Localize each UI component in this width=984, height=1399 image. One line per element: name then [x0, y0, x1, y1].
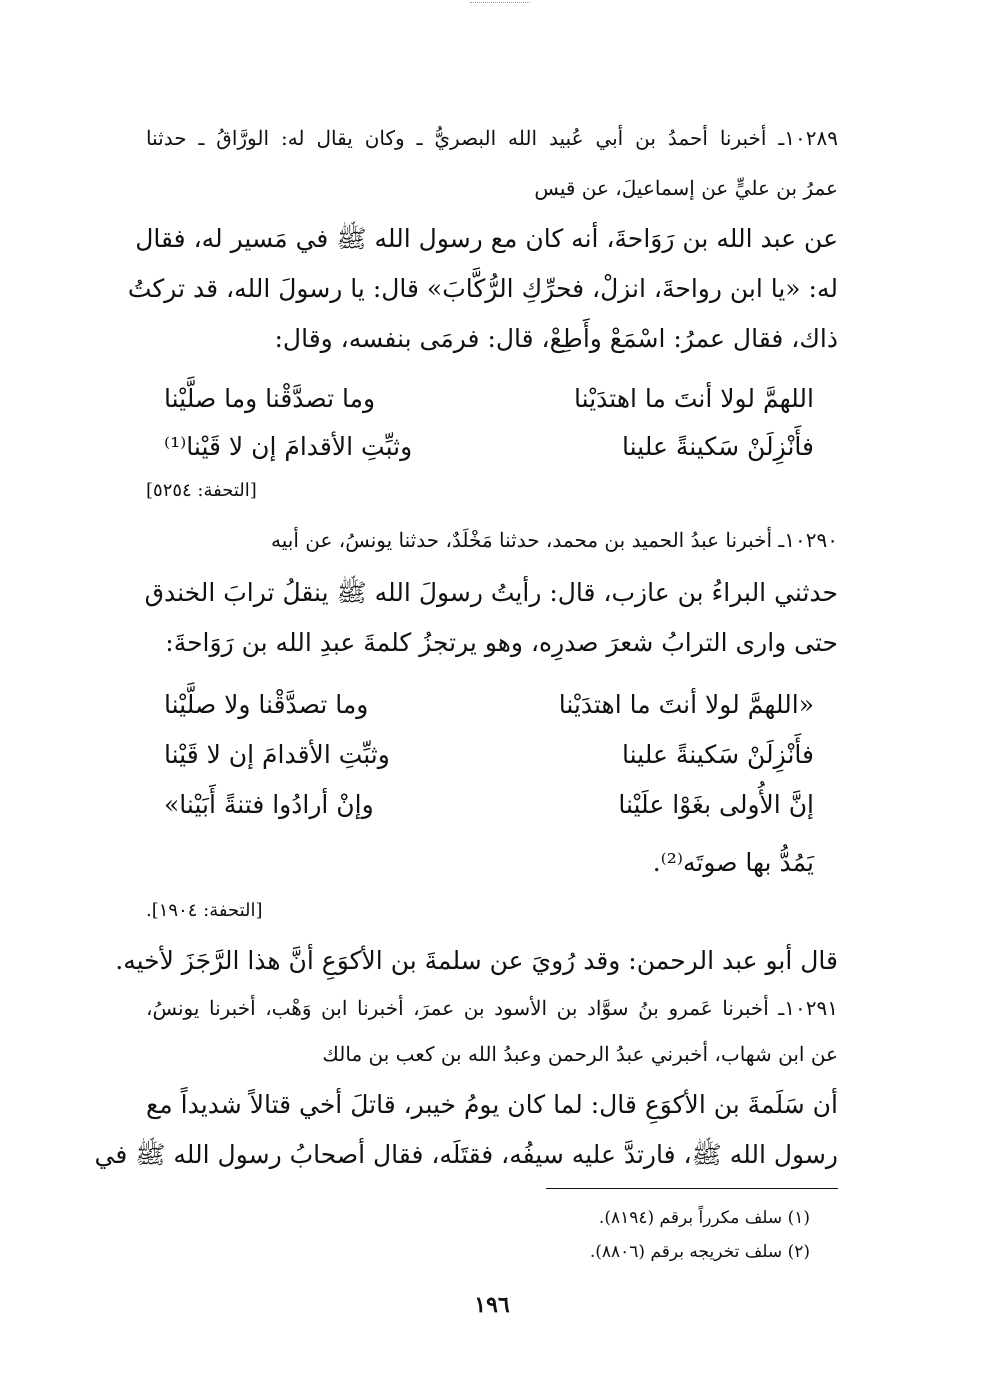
verse-1b-left: وثبِّتِ الأقدامَ إن لا قَيْنا⁽¹⁾: [164, 432, 413, 461]
verse-2a-right: «اللهمَّ لولا أنتَ ما اهتدَيْنا: [558, 690, 814, 719]
verse-1a-left: وما تصدَّقْنا وما صلَّيْنا: [164, 384, 376, 413]
hadith-10289-chain-line-1: ١٠٢٨٩ـ أخبرنا أحمدُ بن أبي عُبيد الله البصريُّ ـ وكان يقال له: الورَّاقُ ـ حدثنا: [146, 126, 838, 150]
paragraph-1-line-3: ذاك، فقال عمرُ: اسْمَعْ وأَطِعْ، قال: فرمَى بنفسه، وقال:: [274, 324, 838, 353]
verse-2b-right: فأَنْزِلَنْ سَكينةً علينا: [621, 740, 814, 769]
verse-2c-left: وإنْ أرادُوا فتنةً أَبَيْنا»: [164, 790, 374, 819]
paragraph-2-line-2: حتى وارى الترابُ شعرَ صدرِه، وهو يرتجزُ كلمةَ عبدِ الله بن رَوَاحةَ:: [165, 628, 838, 657]
verse-1a-right: اللهمَّ لولا أنتَ ما اهتدَيْنا: [574, 384, 814, 413]
reference-tuhfa-2: [التحفة: ١٩٠٤].: [146, 900, 263, 921]
paragraph-2-line-1: حدثني البراءُ بن عازب، قال: رأيتُ رسولَ الله ﷺ ينقلُ ترابَ الخندق: [144, 578, 838, 607]
paragraph-1-line-1: عن عبد الله بن رَوَاحةَ، أنه كان مع رسول الله ﷺ في مَسير له، فقال: [135, 224, 838, 253]
top-mark: [470, 2, 530, 3]
paragraph-4-line-2: رسول الله ﷺ، فارتدَّ عليه سيفُه، فقتَلَه، فقال أصحابُ رسول الله ﷺ في: [94, 1140, 838, 1169]
verse-1b-right: فأَنْزِلَنْ سَكينةً علينا: [621, 432, 814, 461]
paragraph-1-line-2: له: «يا ابن رواحةَ، انزلْ، فحرِّكِ الرُّكَّابَ» قال: يا رسولَ الله، قد تركتُ: [127, 274, 838, 303]
footnote-divider: [546, 1188, 838, 1189]
hadith-10289-chain-line-2: عمرُ بن عليٍّ عن إسماعيلَ، عن قيس: [534, 176, 838, 200]
verse-2c-right: إنَّ الأُولى بغَوْا علَيْنا: [618, 790, 814, 819]
paragraph-2-end: يَمُدُّ بها صوتَه⁽²⁾.: [652, 848, 814, 877]
hadith-10291-chain-line-1: ١٠٢٩١ـ أخبرنا عَمرو بنُ سوَّاد بن الأسود بن عمرَ، أخبرنا ابن وَهْب، أخبرنا يونسُ،: [146, 996, 838, 1020]
paragraph-4-line-1: أن سَلَمةَ بن الأكوَعِ قال: لما كان يومُ خيبر، قاتلَ أخي قتالاً شديداً مع: [146, 1090, 838, 1119]
footnote-2: (٢) سلف تخريجه برقم (٨٨٠٦).: [589, 1242, 810, 1262]
author-note: قال أبو عبد الرحمن: وقد رُويَ عن سلمةَ بن الأكوَعِ أنَّ هذا الرَّجَزَ لأخيه.: [115, 946, 838, 975]
verse-2b-left: وثبِّتِ الأقدامَ إن لا قَيْنا: [164, 740, 390, 769]
reference-tuhfa-1: [التحفة: ٥٢٥٤]: [146, 480, 257, 501]
verse-2a-left: وما تصدَّقْنا ولا صلَّيْنا: [164, 690, 369, 719]
hadith-10291-chain-line-2: عن ابن شهاب، أخبرني عبدُ الرحمن وعبدُ الله بن كعب بن مالك: [322, 1042, 838, 1066]
footnote-1: (١) سلف مكرراً برقم (٨١٩٤).: [598, 1208, 810, 1228]
page-number: ١٩٦: [474, 1292, 510, 1318]
hadith-10290-chain: ١٠٢٩٠ـ أخبرنا عبدُ الحميد بن محمد، حدثنا مَخْلَدٌ، حدثنا يونسُ، عن أبيه: [271, 528, 838, 552]
